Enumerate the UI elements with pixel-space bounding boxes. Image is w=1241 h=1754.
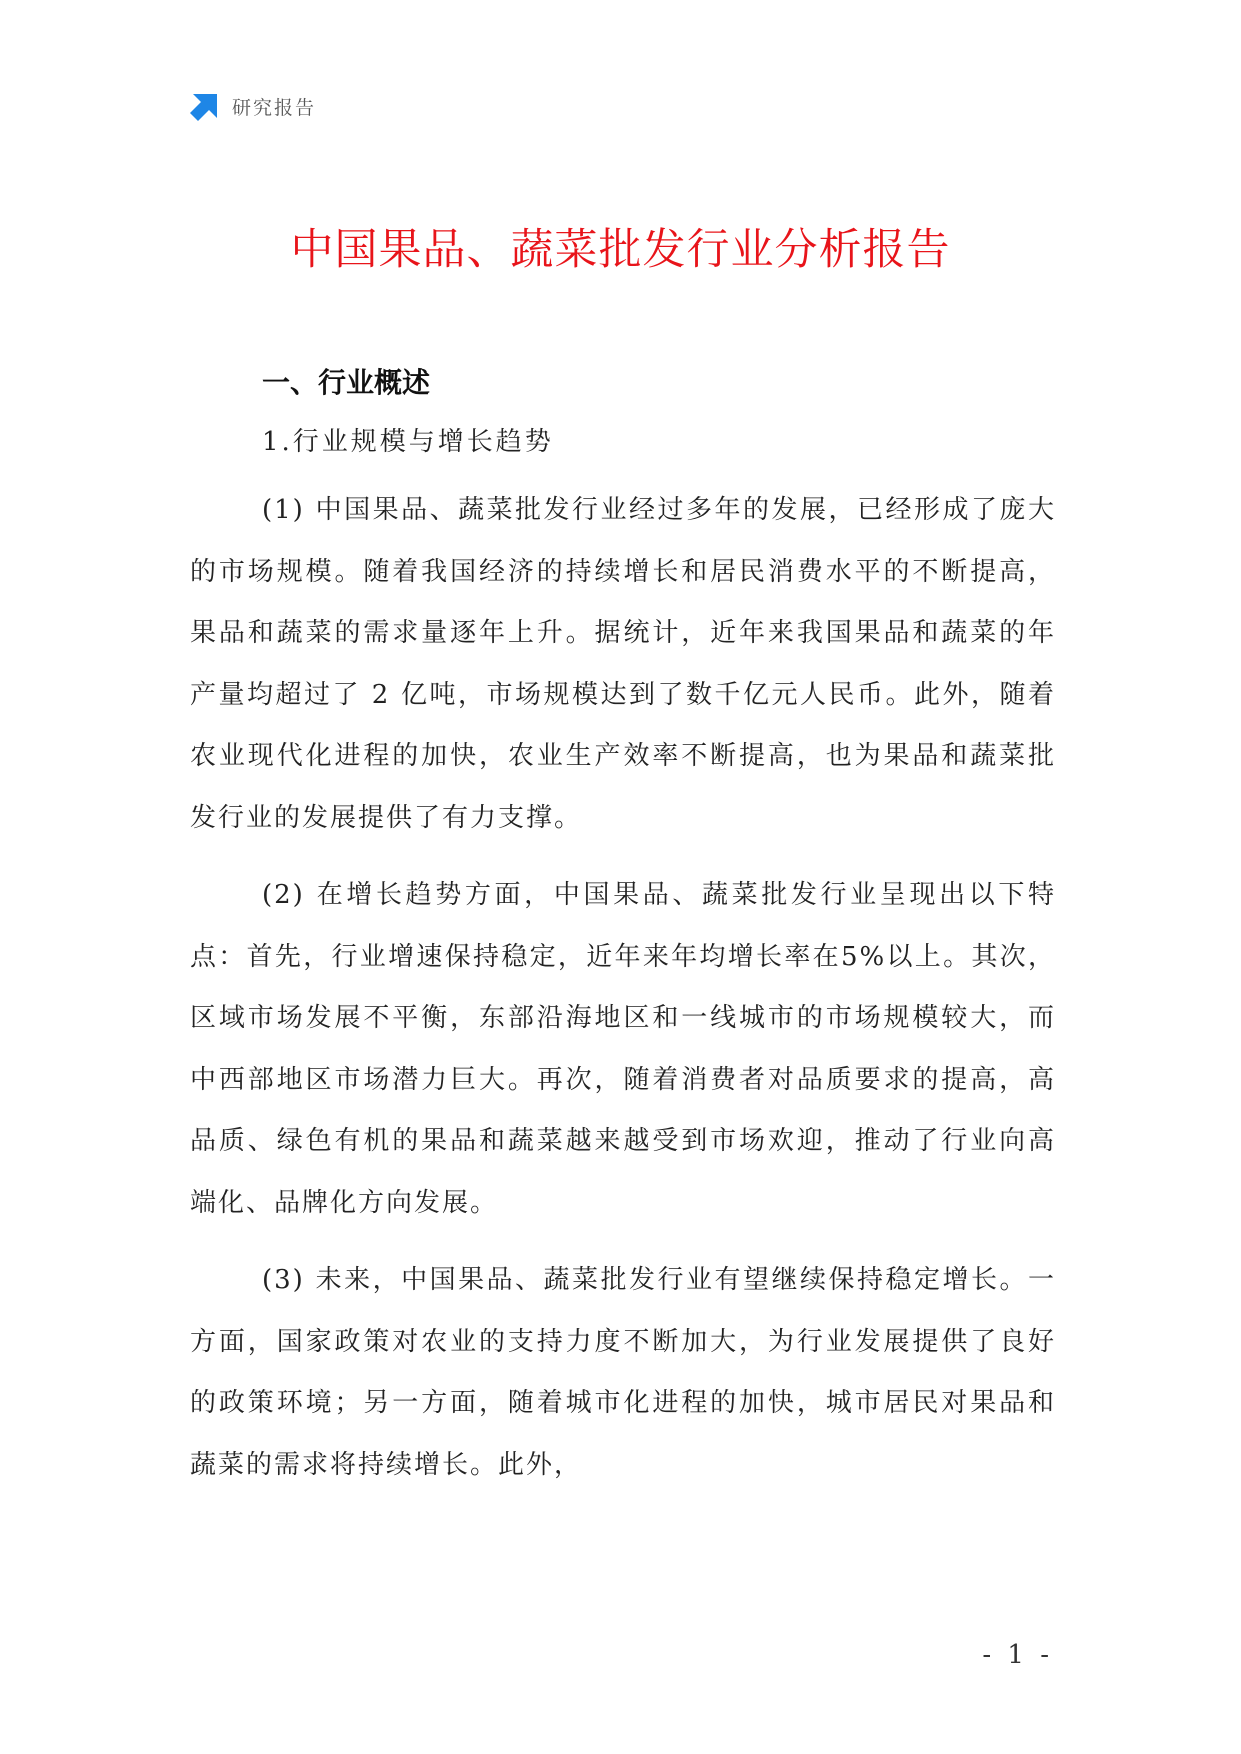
report-header xyxy=(190,90,316,122)
arrow-up-right-icon xyxy=(190,91,220,121)
paragraph-2: (2) 在增长趋势方面，中国果品、蔬菜批发行业呈现出以下特点：首先，行业增速保持稳定，近年来年均增长率在5%以上。其次，区域市场发展不平衡，东部沿海地区和一线城市的市场规模较大，而中西部地区市场潜力巨大。再次，随着消费者对品质要求的提高，高品质、绿色有机的果品和蔬菜越来越受到市场欢迎，推动了行业向高端化、品牌化方向发展。 xyxy=(190,880,1056,1218)
paragraph-1: (1) 中国果品、蔬菜批发行业经过多年的发展，已经形成了庞大的市场规模。随着我国经济的持续增长和居民消费水平的不断提高，果品和蔬菜的需求量逐年上升。据统计，近年来我国果品和蔬菜的年产量均超过了 2 亿吨，市场规模达到了数千亿元人民币。此外，随着农业现代化进程的加快，农业生产效率不断提高，也为果品和蔬菜批发行业的发展提供了有力支撑。 xyxy=(190,495,1056,833)
report-body xyxy=(190,360,1056,1496)
paragraph-3: (3) 未来，中国果品、蔬菜批发行业有望继续保持稳定增长。一方面，国家政策对农业的支持力度不断加大，为行业发展提供了良好的政策环境；另一方面，随着城市化进程的加快，城市居民对果品和蔬菜的需求将持续增长。此外， xyxy=(190,1265,1056,1480)
section-heading: 一、行业概述 xyxy=(262,366,431,399)
report-title: 中国果品、蔬菜批发行业分析报告 xyxy=(290,225,951,275)
subsection-heading: 1.行业规模与增长趋势 xyxy=(262,427,554,457)
page-number: - 1 - xyxy=(982,1640,1053,1670)
header-label: 研究报告 xyxy=(232,96,317,119)
